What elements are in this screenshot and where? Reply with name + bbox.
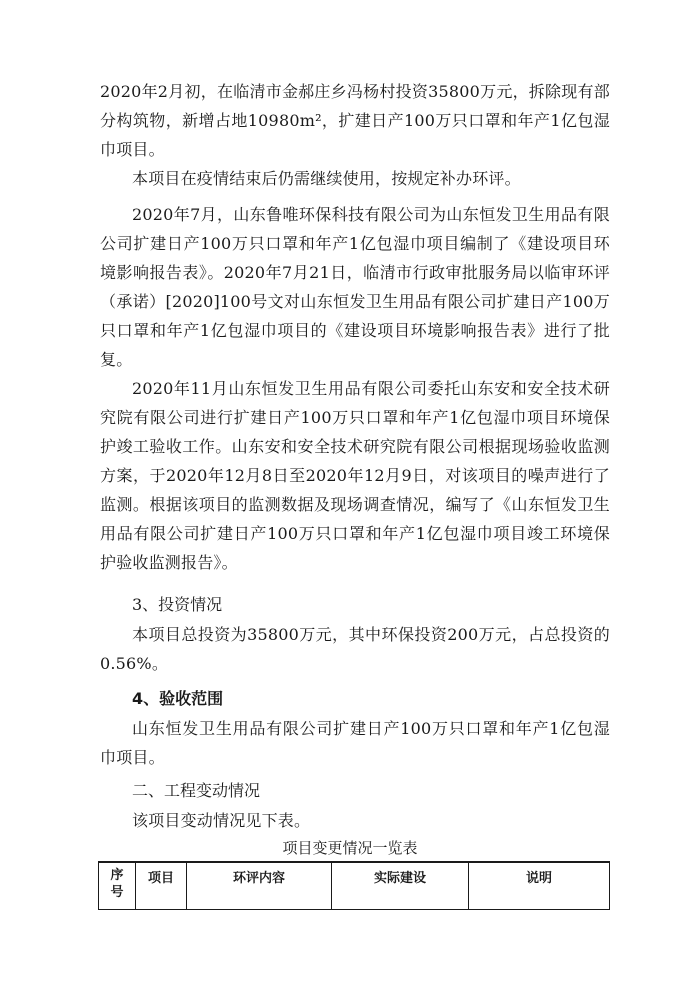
paragraph-acceptance-monitoring: 2020年11月山东恒发卫生用品有限公司委托山东安和安全技术研究院有限公司进行扩建日产100万只口罩和年产1亿包湿巾项目环境保护竣工验收工作。山东安和安全技术研究院有限公司根据现场验收监测方案，于2020年12月8日至2020年12月9日，对该项目的噪声进行了监测。根据该项目的监测数据及现场调查情况，编写了《山东恒发卫生用品有限公司扩建日产100万只口罩和年产1亿包湿巾项目竣工环境保护验收监测报告》。 (100, 379, 610, 572)
section-changes-text: 该项目变动情况见下表。 (132, 811, 311, 830)
section-investment-heading: 3、投资情况 (132, 595, 223, 614)
header-seq-line1: 序 (110, 868, 124, 883)
header-eia-content: 环评内容 (187, 862, 332, 910)
header-seq (99, 862, 136, 910)
paragraph-background: 2020年2月初，在临清市金郝庄乡冯杨村投资35800万元，拆除现有部分构筑物，新增占地10980m²，扩建日产100万只口罩和年产1亿包湿巾项目。 (100, 82, 610, 159)
paragraph-supplement-eia: 本项目在疫情结束后仍需继续使用，按规定补办环评。 (132, 169, 521, 188)
change-summary-table (98, 861, 610, 910)
paragraph-eia-approval: 2020年7月，山东鲁唯环保科技有限公司为山东恒发卫生用品有限公司扩建日产100万只口罩和年产1亿包湿巾项目编制了《建设项目环境影响报告表》。2020年7月21日，临清市行政审批服务局以临审环评（承诺）[2020]100号文对山东恒发卫生用品有限公司扩建日产100万只口罩和年产1亿包湿巾项目的《建设项目环境影响报告表》进行了批复。 (100, 205, 610, 369)
header-seq-line2: 号 (110, 885, 124, 900)
section-scope-heading: 4、验收范围 (132, 689, 224, 708)
section-scope-text: 山东恒发卫生用品有限公司扩建日产100万只口罩和年产1亿包湿巾项目。 (100, 719, 610, 767)
section-changes-heading: 二、工程变动情况 (132, 781, 261, 800)
section-investment-text: 本项目总投资为35800万元，其中环保投资200万元，占总投资的0.56%。 (100, 625, 610, 673)
table-header-row (99, 862, 610, 910)
table-caption: 项目变更情况一览表 (282, 839, 418, 857)
header-item: 项目 (136, 862, 187, 910)
header-actual-construction: 实际建设 (332, 862, 469, 910)
header-note: 说明 (469, 862, 610, 910)
